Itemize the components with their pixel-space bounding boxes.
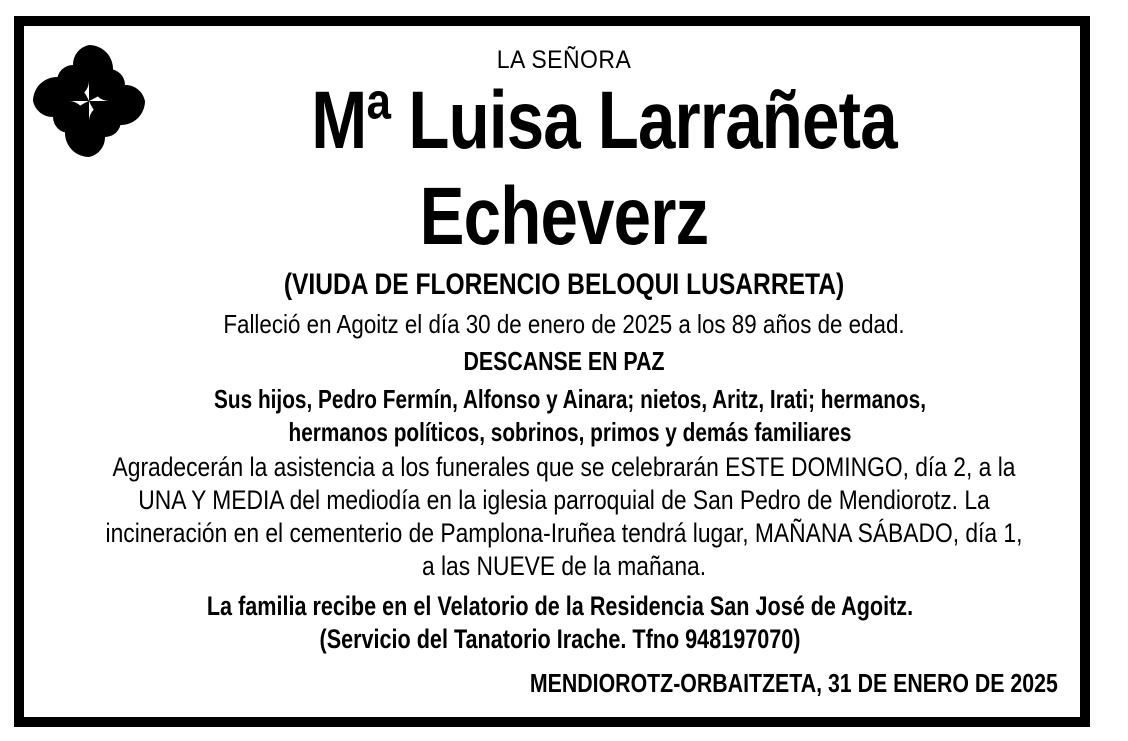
funeral-details-line: UNA Y MEDIA del mediodía en la iglesia parroquial de San Pedro de Mendiorotz. La [138, 485, 990, 515]
reception-line: La familia recibe en el Velatorio de la Residencia San José de Agoitz. [206, 591, 914, 621]
funeral-details-line: a las NUEVE de la mañana. [421, 551, 707, 581]
family-line: hermanos políticos, sobrinos, primos y demás familiares [288, 417, 852, 447]
place-date: MENDIOROTZ-ORBAITZETA, 31 DE ENERO DE 2025 [530, 668, 1058, 698]
family-line: Sus hijos, Pedro Fermín, Alfonso y Ainara; nietos, Aritz, Irati; hermanos, [214, 384, 926, 414]
funeral-details-line: incineración en el cementerio de Pamplona-Iruñea tendrá lugar, MAÑANA SÁBADO, día 1, [105, 518, 1023, 548]
widow-line: (VIUDA DE FLORENCIO BELOQUI LUSARRETA) [283, 268, 845, 301]
pretitle: LA SEÑORA [496, 46, 632, 74]
funeral-details-line: Agradecerán la asistencia a los funerales que se celebrarán ESTE DOMINGO, día 2, a la [112, 452, 1016, 482]
rest-in-peace: DESCANSE EN PAZ [463, 346, 665, 376]
reception-line: (Servicio del Tanatorio Irache. Tfno 948197070) [319, 624, 801, 654]
deceased-name-line-2: Echeverz [419, 171, 709, 262]
deceased-name-line-1: Mª Luisa Larrañeta [311, 75, 897, 166]
death-line: Falleció en Agoitz el día 30 de enero de 2025 a los 89 años de edad. [223, 309, 905, 339]
